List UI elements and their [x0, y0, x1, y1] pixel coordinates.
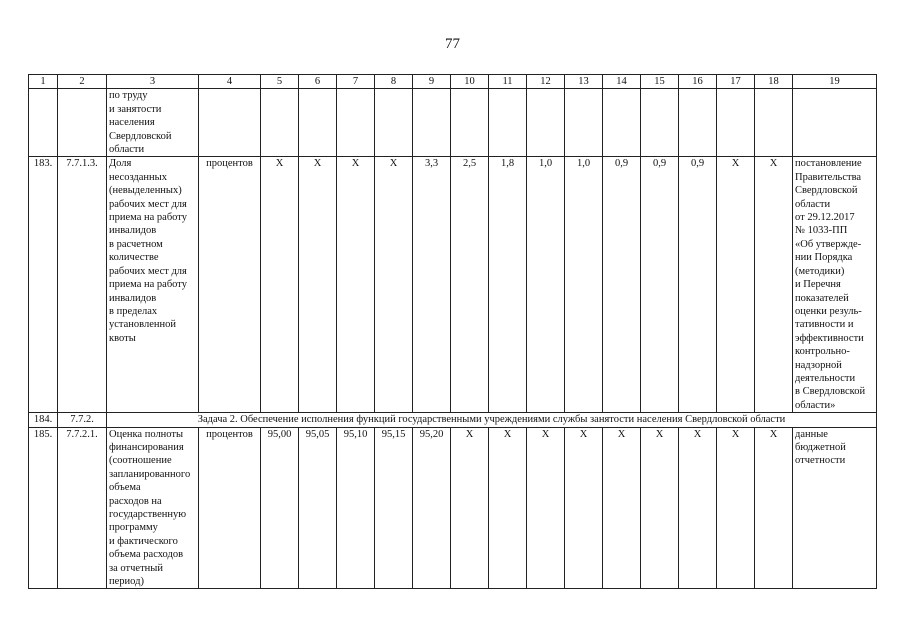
header-cell: 8	[375, 75, 413, 89]
value-cell: X	[299, 157, 337, 413]
row-number: 184.	[29, 413, 58, 427]
indicator-name: по труду и занятости населения Свердловской области	[107, 89, 199, 157]
header-cell: 9	[413, 75, 451, 89]
value-cell: X	[489, 427, 527, 589]
value-cell: 1,0	[527, 157, 565, 413]
header-cell: 2	[58, 75, 107, 89]
row-number: 183.	[29, 157, 58, 413]
value-cell: 95,05	[299, 427, 337, 589]
header-cell: 14	[603, 75, 641, 89]
table-row-continuation	[29, 89, 877, 157]
header-cell: 13	[565, 75, 603, 89]
header-cell: 12	[527, 75, 565, 89]
value-cell: 0,9	[641, 157, 679, 413]
indicator-name: Оценка полноты финансирования (соотношение запланированного объема расходов на государственную программу и фактического объема расходов за отчетный период)	[107, 427, 199, 589]
value-cell: X	[261, 157, 299, 413]
header-cell: 15	[641, 75, 679, 89]
header-cell: 11	[489, 75, 527, 89]
table-row-183	[29, 157, 877, 413]
value-cell: 3,3	[413, 157, 451, 413]
task-title: Задача 2. Обеспечение исполнения функций государственными учреждениями службы занятости населения Свердловской области	[107, 413, 877, 427]
value-cell: 0,9	[603, 157, 641, 413]
value-cell: X	[755, 157, 793, 413]
value-cell: 95,10	[337, 427, 375, 589]
source-document: данные бюджетной отчетности	[793, 427, 877, 589]
unit: процентов	[199, 157, 261, 413]
row-code: 7.7.2.	[58, 413, 107, 427]
header-cell: 4	[199, 75, 261, 89]
header-cell: 5	[261, 75, 299, 89]
value-cell: X	[565, 427, 603, 589]
value-cell: X	[755, 427, 793, 589]
header-cell: 1	[29, 75, 58, 89]
header-cell: 16	[679, 75, 717, 89]
value-cell: 1,8	[489, 157, 527, 413]
page-number: 77	[445, 36, 460, 52]
source-document: постановление Правительства Свердловской области от 29.12.2017 № 1033-ПП «Об утвержде- нии Порядка (методики) и Перечня показателей оценки резуль- тативности и эффективности контрольно- надзорной деятельности в Свердловской области»	[793, 157, 877, 413]
row-code: 7.7.2.1.	[58, 427, 107, 589]
header-cell: 18	[755, 75, 793, 89]
value-cell: X	[641, 427, 679, 589]
header-cell: 3	[107, 75, 199, 89]
row-code: 7.7.1.3.	[58, 157, 107, 413]
header-row	[29, 75, 877, 89]
table-row-185	[29, 427, 877, 589]
header-cell: 19	[793, 75, 877, 89]
header-cell: 7	[337, 75, 375, 89]
value-cell: X	[717, 157, 755, 413]
value-cell: X	[717, 427, 755, 589]
value-cell: 2,5	[451, 157, 489, 413]
value-cell: X	[527, 427, 565, 589]
value-cell: 1,0	[565, 157, 603, 413]
value-cell: X	[451, 427, 489, 589]
value-cell: 95,20	[413, 427, 451, 589]
header-cell: 17	[717, 75, 755, 89]
value-cell: X	[603, 427, 641, 589]
indicators-table	[28, 74, 877, 589]
table-row-184	[29, 413, 877, 427]
value-cell: X	[337, 157, 375, 413]
indicator-name: Доля несозданных (невыделенных) рабочих мест для приема на работу инвалидов в расчетном количестве рабочих мест для приема на работу инвалидов в пределах установленной квоты	[107, 157, 199, 413]
unit: процентов	[199, 427, 261, 589]
value-cell: 95,00	[261, 427, 299, 589]
value-cell: 0,9	[679, 157, 717, 413]
value-cell: X	[375, 157, 413, 413]
value-cell: 95,15	[375, 427, 413, 589]
header-cell: 10	[451, 75, 489, 89]
row-number: 185.	[29, 427, 58, 589]
value-cell: X	[679, 427, 717, 589]
header-cell: 6	[299, 75, 337, 89]
